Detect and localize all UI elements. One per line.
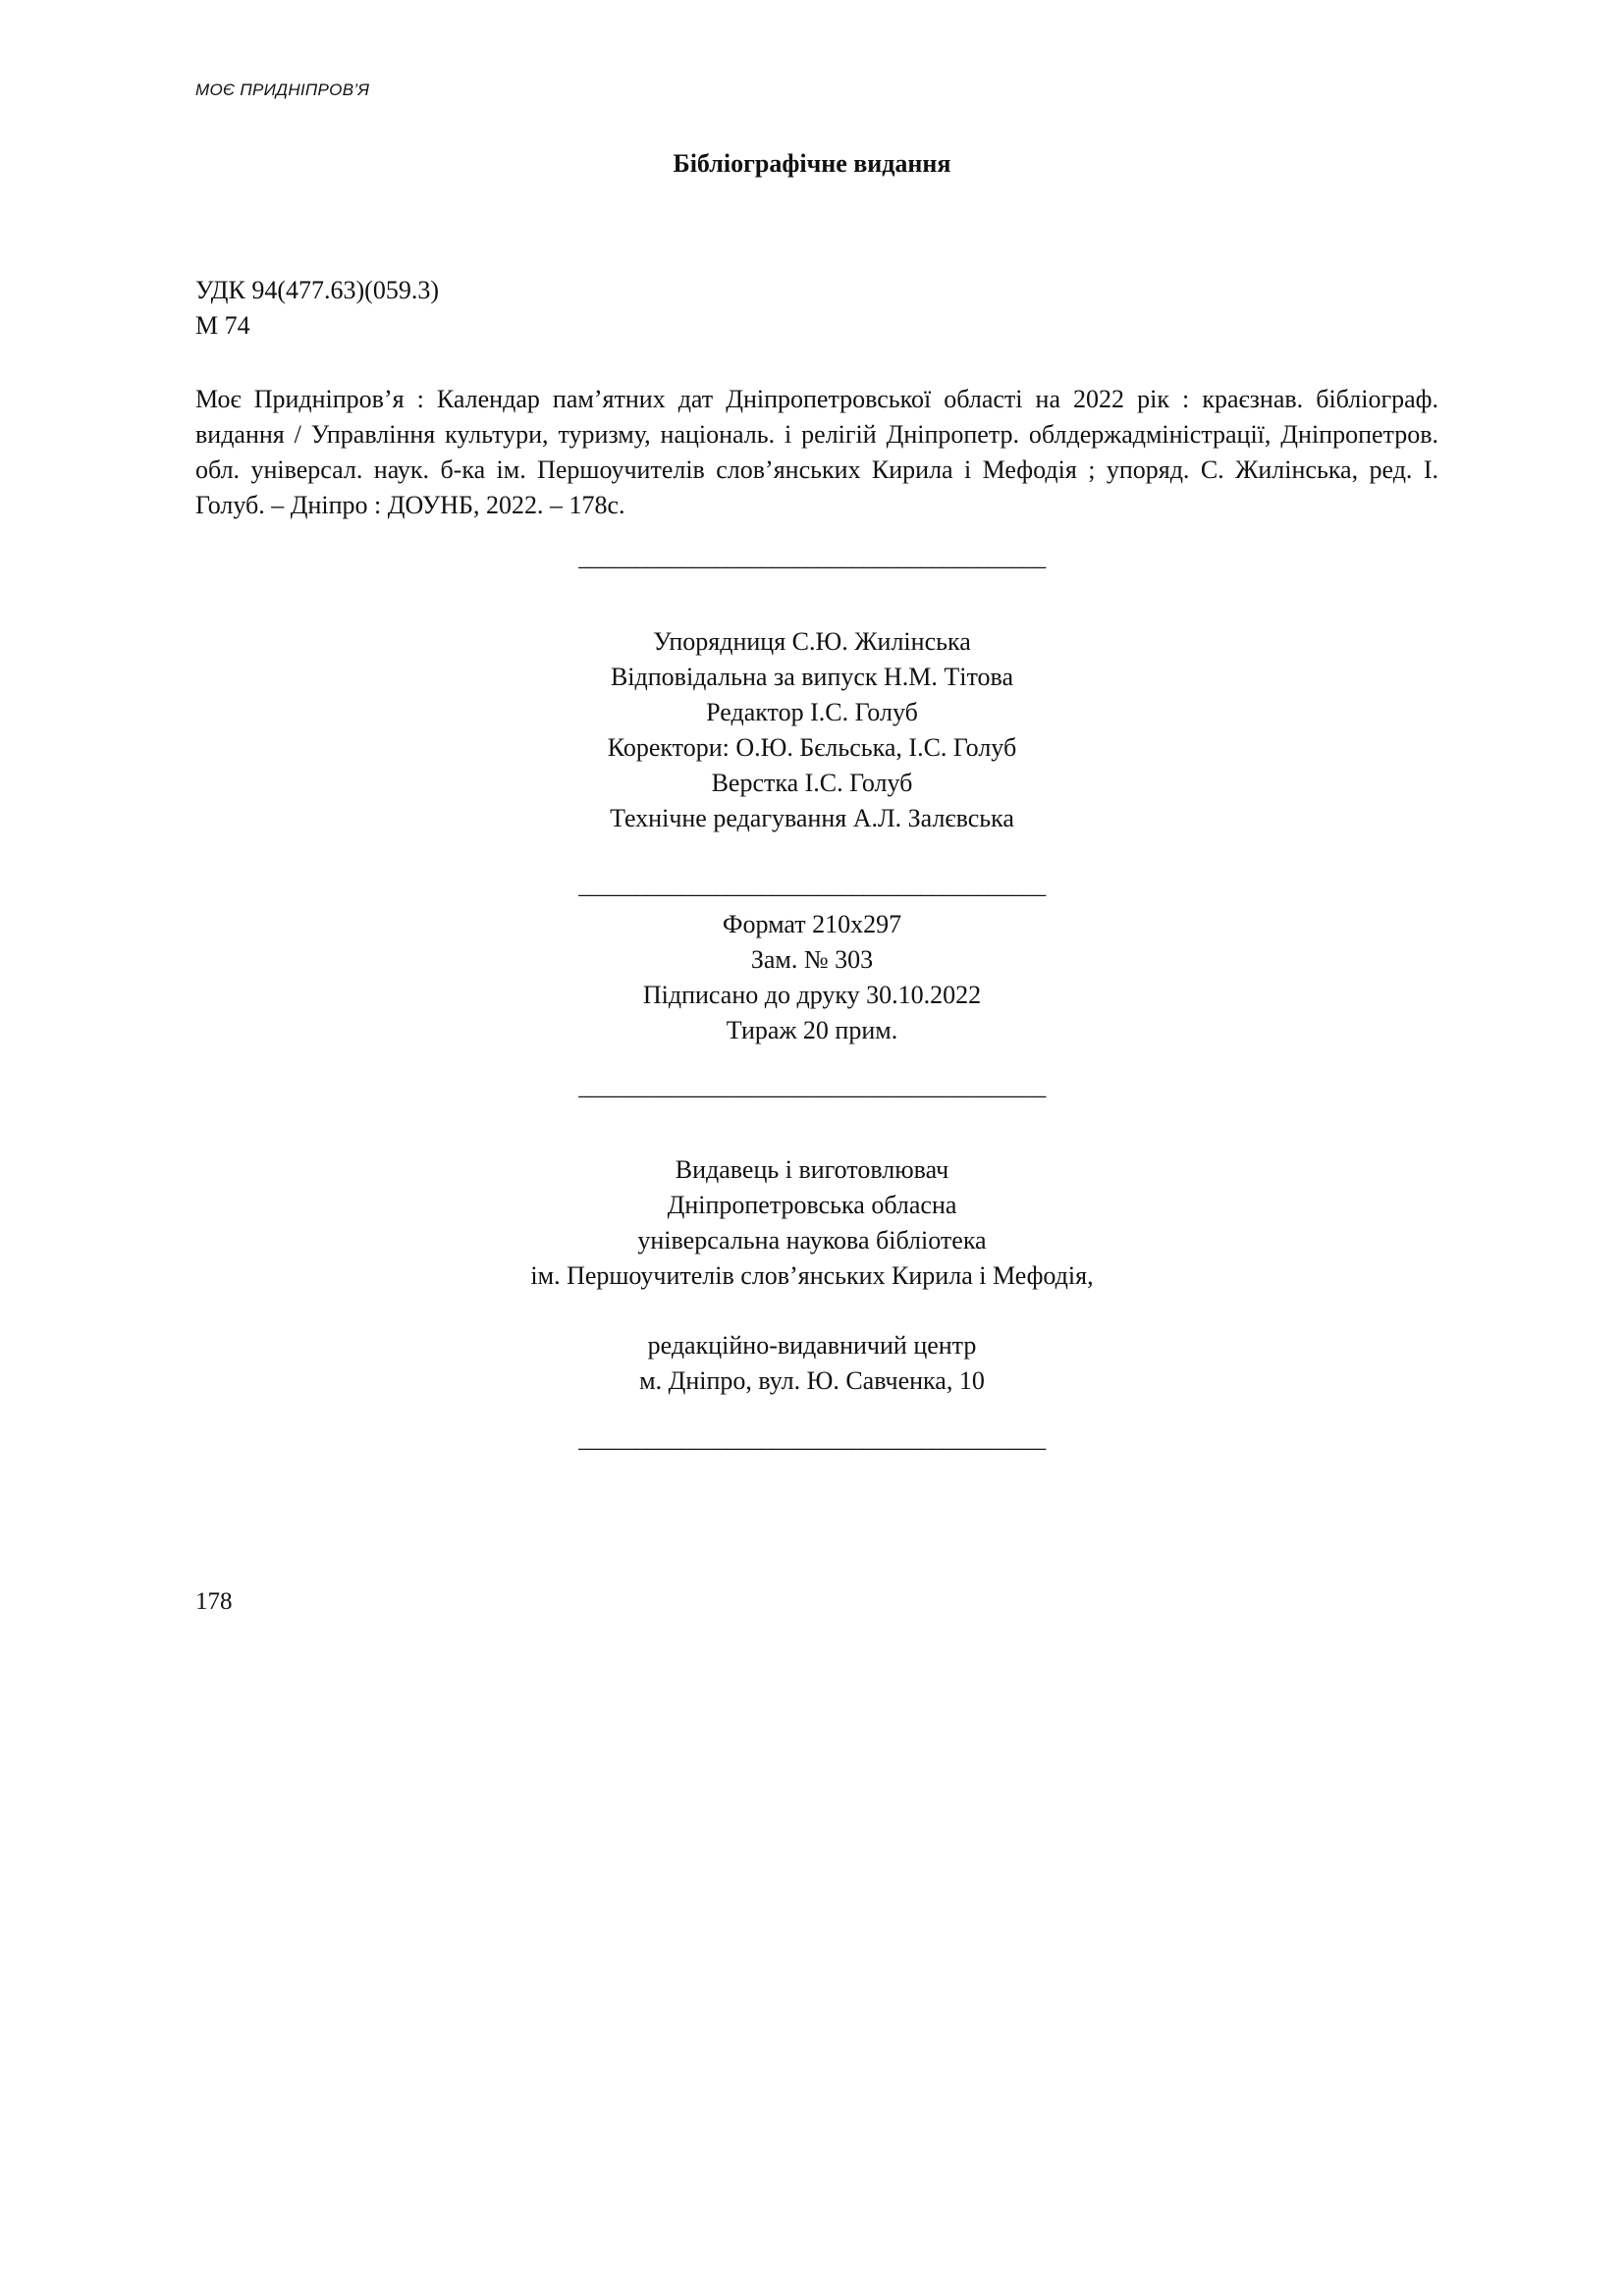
credit-line: Відповідальна за випуск Н.М. Тітова: [610, 663, 1014, 691]
separator-line: _________________________________________: [578, 874, 1046, 899]
publisher-block: [0, 1152, 1624, 1294]
editorial-center-block: [0, 1328, 1624, 1399]
editorial-center-line: м. Дніпро, вул. Ю. Савченка, 10: [639, 1366, 985, 1395]
credit-line: Упорядниця С.Ю. Жилінська: [653, 627, 971, 656]
credit-line: Технічне редагування А.Л. Залєвська: [610, 804, 1014, 832]
separator-line: _________________________________________: [578, 1075, 1046, 1100]
page-number: 178: [195, 1588, 233, 1615]
running-header: МОЄ ПРИДНІПРОВ’Я: [195, 80, 370, 99]
publisher-line: ім. Першоучителів слов’янських Кирила і Мефодія,: [530, 1261, 1094, 1290]
udk-code: УДК 94(477.63)(059.3): [195, 276, 439, 304]
author-mark: М 74: [195, 311, 250, 340]
print-detail-line: Формат 210х297: [722, 910, 902, 938]
credit-line: Верстка І.С. Голуб: [711, 769, 913, 797]
print-detail-line: Підписано до друку 30.10.2022: [642, 981, 982, 1009]
publisher-line: універсальна наукова бібліотека: [637, 1226, 987, 1255]
separator-line: _________________________________________: [578, 546, 1046, 571]
classification-block: [195, 273, 439, 344]
credits-block: [0, 624, 1624, 836]
print-detail-line: Тираж 20 прим.: [726, 1016, 898, 1044]
separator-line: _________________________________________: [578, 1427, 1046, 1453]
publisher-line: Видавець і виготовлювач: [675, 1155, 949, 1184]
credit-line: Редактор І.С. Голуб: [706, 698, 918, 726]
print-detail-line: Зам. № 303: [750, 945, 874, 974]
publisher-line: Дніпропетровська обласна: [667, 1191, 957, 1219]
document-title: Бібліографічне видання: [673, 149, 951, 178]
print-details-block: [0, 907, 1624, 1048]
credit-line: Коректори: О.Ю. Бєльська, І.С. Голуб: [607, 733, 1017, 762]
editorial-center-line: редакційно-видавничий центр: [647, 1331, 977, 1360]
bibliographic-citation: Моє Придніпров’я : Календар пам’ятних дат Дніпропетровської області на 2022 рік : краєзнав. бібліограф. видання / Управління культури, туризму, національ. і релігій Дніпропетр. облдержадміністрації, Дніпропетров. обл. універсал. наук. б-ка ім. Першоучителів слов’янських Кирила і Мефодія ; упоряд. С. Жилінська, ред. І. Голуб. – Дніпро : ДОУНБ, 2022. – 178с.: [195, 385, 1438, 519]
